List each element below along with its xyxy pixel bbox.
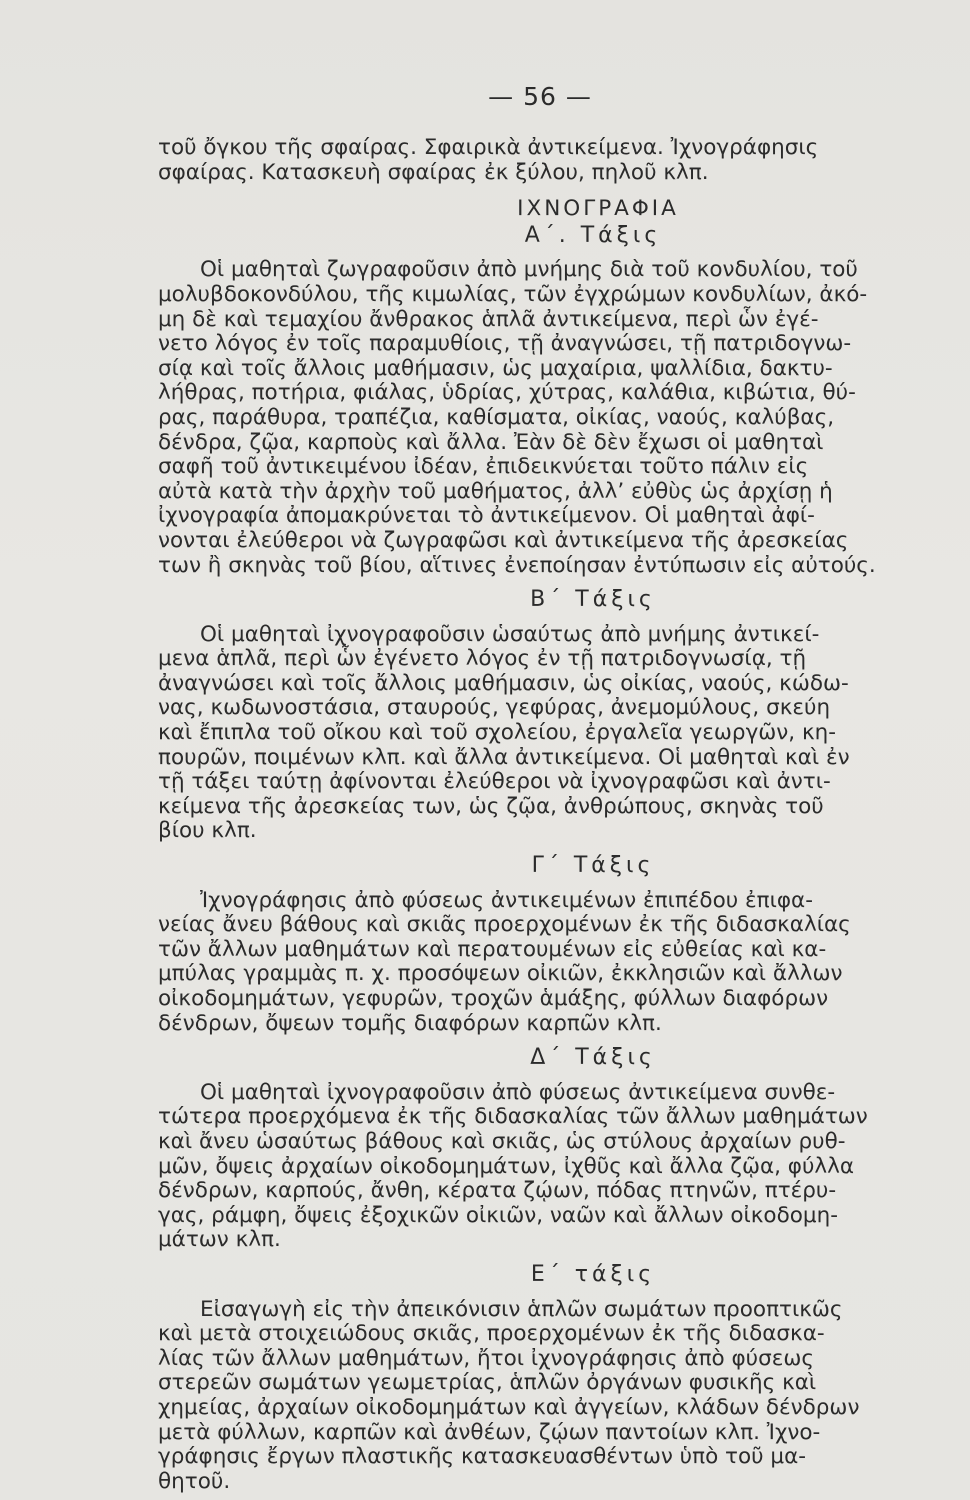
text-line: τοῦ ὄγκου τῆς σφαίρας. Σφαιρικὰ ἀντικείμενα. Ἰχνογράφησις [158, 135, 819, 160]
text-line: νονται ἐλεύθεροι νὰ ζωγραφῶσι καὶ ἀντικείμενα τῆς ἀρεσκείας [158, 527, 849, 553]
text-line: δένδρων, καρπούς, ἄνθη, κέρατα ζῴων, πόδας πτηνῶν, πτέρυ- [158, 1178, 837, 1204]
text-line: θητοῦ. [158, 1468, 231, 1494]
section-title: Δ΄ Τάξις [530, 1045, 656, 1071]
text-line: ρας, παράθυρα, τραπέζια, καθίσματα, οἰκίας, ναούς, καλύβας, [158, 404, 835, 430]
text-line: μάτων κλπ. [158, 1227, 281, 1253]
text-line: Ἰχνογράφησις ἀπὸ φύσεως ἀντικειμένων ἐπιπέδου ἐπιφα- [200, 887, 813, 913]
text-line: σαφῆ τοῦ ἀντικειμένου ἰδέαν, ἐπιδεικνύεται τοῦτο πάλιν εἰς [158, 454, 809, 480]
text-line: στερεῶν σωμάτων γεωμετρίας, ἁπλῶν ὀργάνων φυσικῆς καὶ [158, 1370, 817, 1396]
text-line: τῶν ἄλλων μαθημάτων καὶ περατουμένων εἰς εὐθείας καὶ κα- [158, 936, 827, 962]
text-line: τώτερα προερχόμενα ἐκ τῆς διδασκαλίας τῶν ἄλλων μαθημάτων [158, 1104, 868, 1130]
text-line: καὶ ἔπιπλα τοῦ οἴκου καὶ τοῦ σχολείου, ἐργαλεῖα γεωργῶν, κη- [158, 720, 837, 746]
section-c [158, 854, 918, 1036]
section-b [158, 588, 918, 844]
text-line: βίου κλπ. [158, 818, 257, 844]
text-line: νετο λόγος ἐν τοῖς παραμυθίοις, τῇ ἀναγνώσει, τῇ πατριδογνω- [158, 331, 852, 357]
text-line: δένδρα, ζῷα, καρποὺς καὶ ἄλλα. Ἐὰν δὲ δὲν ἔχωσι οἱ μαθηταὶ [158, 429, 824, 455]
main-heading: ΙΧΝΟΓΡΑΦΙΑ [517, 196, 679, 222]
section-title: Α΄. Τάξις [524, 222, 662, 248]
text-line: μενα ἁπλᾶ, περὶ ὧν ἐγένετο λόγος ἐν τῇ πατριδογνωσίᾳ, τῇ [158, 646, 807, 672]
text-line: τῇ τάξει ταύτῃ ἀφίνονται ἐλεύθεροι νὰ ἰχνογραφῶσι καὶ ἀντι- [158, 769, 831, 795]
text-line: μῶν, ὄψεις ἀρχαίων οἰκοδομημάτων, ἰχθῦς καὶ ἄλλα ζῷα, φύλλα [158, 1153, 855, 1179]
text-line: χημείας, ἀρχαίων οἰκοδομημάτων καὶ ἀγγείων, κλάδων δένδρων [158, 1394, 860, 1420]
text-line: Οἱ μαθηταὶ ἰχνογραφοῦσιν ὡσαύτως ἀπὸ μνήμης ἀντικεί- [200, 621, 820, 647]
text-line: νείας ἄνευ βάθους καὶ σκιᾶς προερχομένων ἐκ τῆς διδασκαλίας [158, 912, 851, 938]
text-line: μολυβδοκονδύλου, τῆς κιμωλίας, τῶν ἐγχρώμων κονδυλίων, ἀκό- [158, 281, 868, 307]
text-line: νας, κωδωνοστάσια, σταυρούς, γεφύρας, ἀνεμομύλους, σκεύη [158, 695, 831, 721]
text-line: καὶ μετὰ στοιχειώδους σκιᾶς, προερχομένων ἐκ τῆς διδασκα- [158, 1321, 825, 1347]
section-e [158, 1263, 918, 1494]
text-line: αὐτὰ κατὰ τὴν ἀρχὴν τοῦ μαθήματος, ἀλλ’ εὐθὺς ὡς ἀρχίσῃ ἡ [158, 478, 833, 504]
text-line: σφαίρας. Κατασκευὴ σφαίρας ἐκ ξύλου, πηλοῦ κλπ. [158, 159, 709, 185]
text-line: λίας τῶν ἄλλων μαθημάτων, ἤτοι ἰχνογράφησις ἀπὸ φύσεως [158, 1345, 814, 1371]
text-line: Εἰσαγωγὴ εἰς τὴν ἀπεικόνισιν ἁπλῶν σωμάτων προοπτικῶς [200, 1296, 843, 1322]
section-a [158, 224, 918, 578]
text-line: των ἢ σκηνὰς τοῦ βίου, αἵτινες ἐνεποίησαν ἐντύπωσιν εἰς αὐτούς. [158, 552, 876, 578]
section-title: Β΄ Τάξις [530, 587, 656, 613]
section-title: Γ΄ Τάξις [531, 853, 655, 879]
text-line: ἰχνογραφία ἀπομακρύνεται τὸ ἀντικείμενον. Οἱ μαθηταὶ ἀφί- [158, 503, 815, 529]
text-line: γράφησις ἔργων πλαστικῆς κατασκευασθέντων ὑπὸ τοῦ μα- [158, 1444, 807, 1470]
text-line: Οἱ μαθηταὶ ἰχνογραφοῦσιν ἀπὸ φύσεως ἀντικείμενα συνθε- [200, 1079, 836, 1105]
page-number: — 56 — [488, 82, 592, 111]
intro-paragraph [158, 136, 918, 185]
text-line: καὶ ἄνευ ὡσαύτως βάθους καὶ σκιᾶς, ὡς στύλους ἀρχαίων ρυθ- [158, 1128, 846, 1154]
text-line: πουρῶν, ποιμένων κλπ. καὶ ἄλλα ἀντικείμενα. Οἱ μαθηταὶ καὶ ἐν [158, 744, 850, 770]
text-line: οἰκοδομημάτων, γεφυρῶν, τροχῶν ἁμάξης, φύλλων διαφόρων [158, 986, 829, 1011]
text-line: σίᾳ καὶ τοῖς ἄλλοις μαθήμασιν, ὡς μαχαίρια, ψαλλίδια, δακτυ- [158, 355, 833, 381]
text-line: δένδρων, ὄψεων τομῆς διαφόρων καρπῶν κλπ. [158, 1010, 662, 1036]
text-line: μπύλας γραμμὰς π. χ. προσόψεων οἰκιῶν, ἐκκλησιῶν καὶ ἄλλων [158, 961, 843, 987]
text-line: ἀναγνώσει καὶ τοῖς ἄλλοις μαθήμασιν, ὡς οἰκίας, ναούς, κώδω- [158, 670, 849, 696]
text-line: Οἱ μαθηταὶ ζωγραφοῦσιν ἀπὸ μνήμης διὰ τοῦ κονδυλίου, τοῦ [200, 257, 858, 283]
text-line: μετὰ φύλλων, καρπῶν καὶ ἀνθέων, ζῴων παντοίων κλπ. Ἰχνο- [158, 1419, 821, 1445]
text-line: κείμενα τῆς ἀρεσκείας των, ὡς ζῷα, ἀνθρώπους, σκηνὰς τοῦ [158, 793, 824, 819]
section-title: Ε΄ τάξις [530, 1261, 656, 1287]
text-line: λήθρας, ποτήρια, φιάλας, ὑδρίας, χύτρας, καλάθια, κιβώτια, θύ- [158, 380, 856, 406]
text-line: μη δὲ καὶ τεμαχίου ἄνθρακος ἁπλᾶ ἀντικείμενα, περὶ ὧν ἐγέ- [158, 306, 819, 332]
page-body [158, 136, 918, 1494]
text-line: γας, ράμφη, ὄψεις ἐξοχικῶν οἰκιῶν, ναῶν καὶ ἄλλων οἰκοδομη- [158, 1202, 838, 1228]
section-d [158, 1046, 918, 1253]
